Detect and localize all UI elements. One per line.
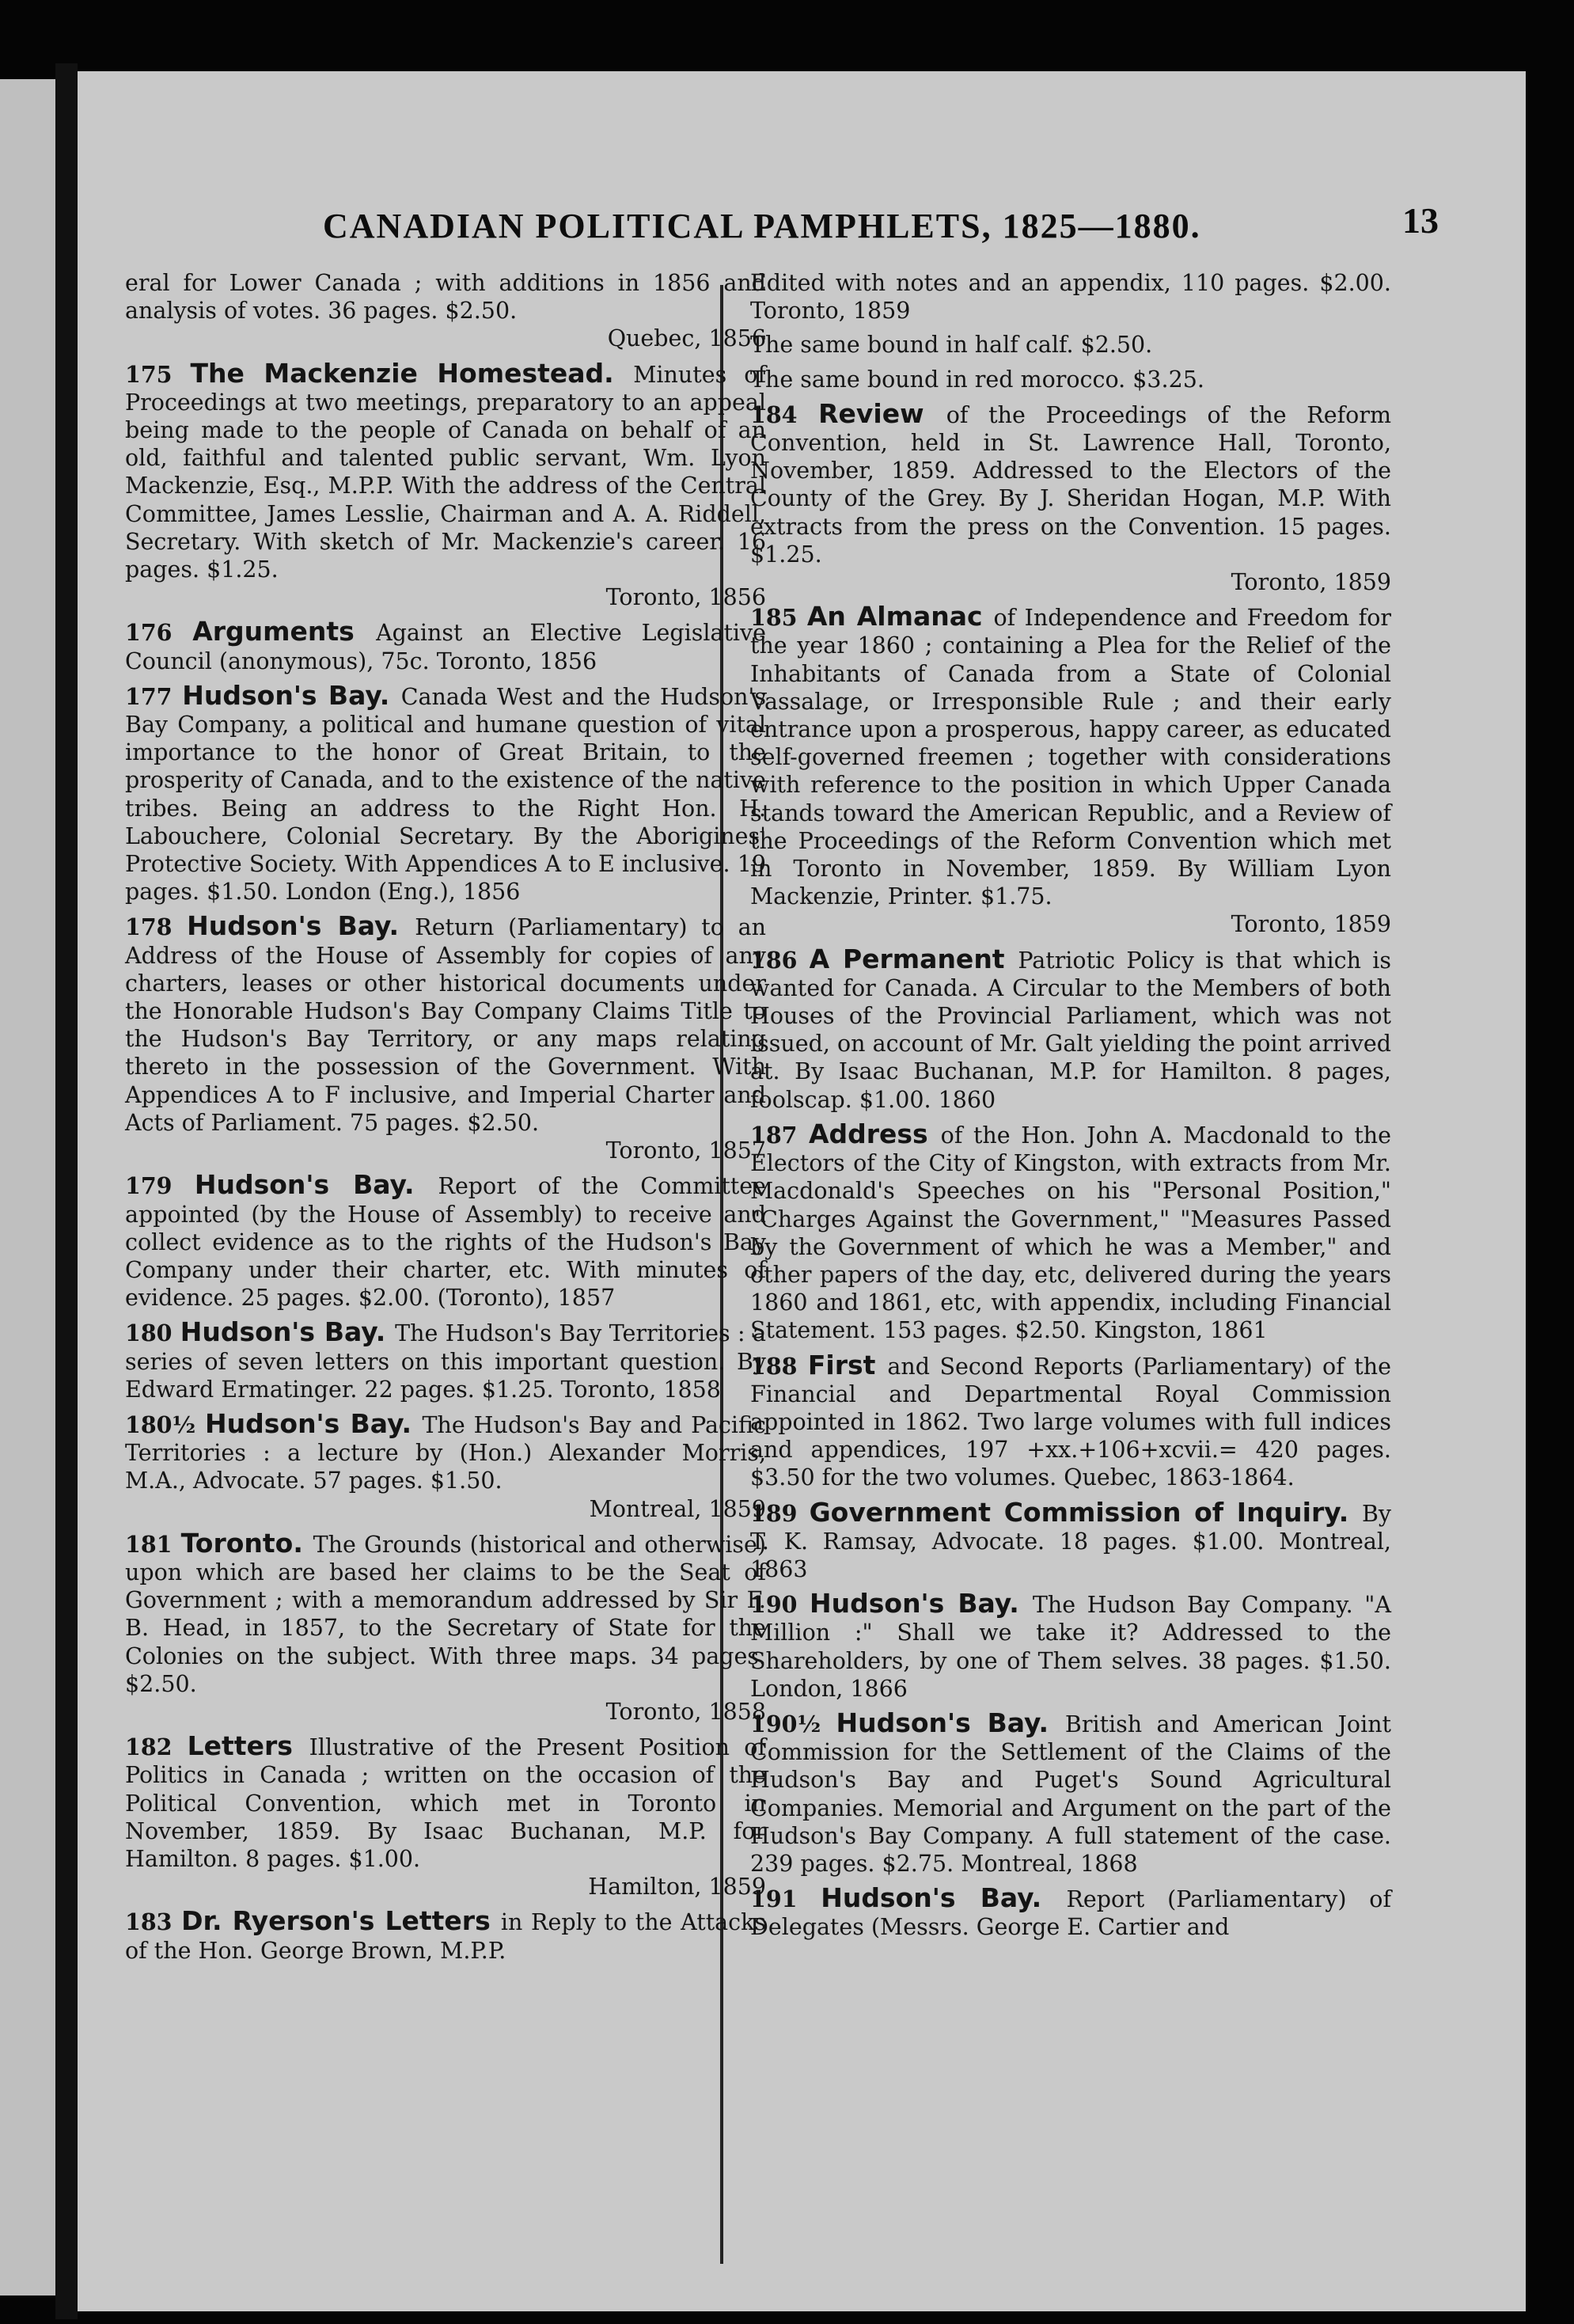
catalog-entry xyxy=(750,269,1391,325)
catalog-entry xyxy=(125,617,766,674)
entry-number: 185 xyxy=(750,604,807,632)
catalog-entry xyxy=(750,1589,1391,1703)
page-number: 13 xyxy=(1402,200,1439,241)
entry-number: 190 xyxy=(750,1591,810,1619)
entry-heading: Arguments xyxy=(192,616,377,647)
catalog-entry xyxy=(750,331,1391,359)
entry-heading: Hudson's Bay. xyxy=(182,679,401,711)
running-header xyxy=(78,200,1526,261)
entry-place-date: Hamilton, 1859 xyxy=(588,1874,766,1901)
entry-number: 175 xyxy=(125,360,191,388)
catalog-entry xyxy=(750,397,1391,596)
entry-heading: Hudson's Bay. xyxy=(194,1169,438,1201)
catalog-entry xyxy=(125,269,766,353)
entry-number: 181 xyxy=(125,1530,181,1558)
entry-body: Illustrative of the Present Position of Politics in Canada ; written on the occasion of the Political Convention, which met in Toronto in November, 1859. By Isaac Buchanan, M.P. for Hamilton. 8 pages. $1.00. xyxy=(125,1734,766,1872)
entry-heading: Address xyxy=(808,1118,941,1149)
catalog-entry xyxy=(125,1407,767,1523)
catalog-entry xyxy=(125,1732,766,1901)
entry-body: The same bound in red morocco. $3.25. xyxy=(750,366,1204,393)
adjacent-page-sliver xyxy=(0,79,55,2296)
catalog-entry xyxy=(750,945,1391,1114)
entry-heading: Hudson's Bay. xyxy=(810,1588,1033,1620)
entry-place-date: Montreal, 1859 xyxy=(589,1495,766,1522)
entry-body: and Second Reports (Parliamentary) of the Financial and Departmental Royal Commission appointed in 1862. Two large volumes with full indices and appendices, 197 +xx.+106+xcvii.= 420 pages. $3.50 for the two volumes. Quebec, 1863-1864. xyxy=(750,1353,1391,1491)
catalog-entry xyxy=(125,1318,766,1403)
entry-number: 178 xyxy=(125,913,188,941)
entry-body: Report of the Committee appointed (by the House of Assembly) to receive and collect evidence as to the rights of the Hudson's Bay Company under their charter, etc. With minutes of evidence. 25 pages. $2.00. (Toronto), 1857 xyxy=(125,1173,766,1312)
entry-place-date: Toronto, 1859 xyxy=(1231,569,1391,596)
entry-number: 190½ xyxy=(750,1710,836,1737)
entry-place-date: Toronto, 1859 xyxy=(1231,911,1391,938)
entry-body: The Hudson Bay Company. "A Million :" Shall we take it? Addressed to the Shareholders, by one of Them selves. 38 pages. $1.50. London, 1866 xyxy=(750,1592,1391,1702)
entry-place-date: Toronto, 1858 xyxy=(605,1698,766,1725)
left-column xyxy=(125,269,766,1971)
entry-heading: A Permanent xyxy=(809,943,1018,974)
entry-heading: Government Commission of Inquiry. xyxy=(809,1496,1362,1528)
entry-body: Against an Elective Legislative Council (anonymous), 75c. Toronto, 1856 xyxy=(125,620,766,674)
catalog-entry xyxy=(750,1120,1391,1345)
entry-body: of the Proceedings of the Reform Convention, held in St. Lawrence Hall, Toronto, November, 1859. Addressed to the Electors of the County of the Grey. By J. Sheridan Hogan, M.P. With extracts from the press on the Convention. 15 pages. $1.25. xyxy=(750,401,1391,568)
entry-body: British and American Joint Commission for the Settlement of the Claims of the Hudson's Bay and Puget's Sound Agricultural Companies. Memorial and Argument on the part of the Hudson's Bay Company. A full statement of the case. 239 pages. $2.75. Montreal, 1868 xyxy=(750,1711,1392,1877)
entry-body: in Reply to the Attacks of the Hon. George Brown, M.P.P. xyxy=(125,1909,766,1964)
entry-body: of Independence and Freedom for the year 1860 ; containing a Plea for the Relief of the Inhabitants of Canada from a State of Colonial Vassalage, or Irresponsible Rule ; and their early entrance upon a prosperous, happy career, as educated self-governed freemen ; together with considerations with reference to the position in which Upper Canada stands toward the American Republic, and a Review of the Proceedings of the Reform Convention which met in Toronto in November, 1859. By William Lyon Mackenzie, Printer. $1.75. xyxy=(750,605,1392,910)
entry-heading: Letters xyxy=(187,1730,309,1762)
entry-number: 184 xyxy=(750,401,819,428)
entry-body: Edited with notes and an appendix, 110 pages. $2.00. Toronto, 1859 xyxy=(750,270,1391,325)
entry-body: Return (Parliamentary) to an Address of the House of Assembly for copies of any charters, leases or other historical documents under the Honorable Hudson's Bay Company Claims Title to the Hudson's Bay Territory, or any maps relating thereto in the possession of the Government. With Appendices A to F inclusive, and Imperial Charter and Acts of Parliament. 75 pages. $2.50. xyxy=(125,914,766,1136)
catalog-entry xyxy=(750,1351,1391,1492)
entry-body: The Hudson's Bay and Pacific Territories : a lecture by (Hon.) Alexander Morris, M.A., Advocate. 57 pages. $1.50. xyxy=(125,1411,767,1494)
catalog-entry xyxy=(750,1884,1391,1941)
entry-heading: An Almanac xyxy=(806,601,994,632)
catalog-entry xyxy=(750,1498,1391,1584)
entry-number: 187 xyxy=(750,1121,809,1149)
entry-body: of the Hon. John A. Macdonald to the Electors of the City of Kingston, with extracts from Mr. Macdonald's Speeches on his "Personal Position," "Charges Against the Government," "Measures Passed by the Government of which he was a Member," and other papers of the day, etc, delivered during the years 1860 and 1861, etc, with appendix, including Financial Statement. 153 pages. $2.50. Kingston, 1861 xyxy=(750,1122,1391,1344)
entry-heading: First xyxy=(807,1349,888,1380)
entry-number: 188 xyxy=(750,1352,808,1380)
entry-heading: Review xyxy=(818,397,946,429)
entry-heading: Dr. Ryerson's Letters xyxy=(181,1905,501,1937)
catalog-entry xyxy=(750,602,1391,938)
entry-body: The same bound in half calf. $2.50. xyxy=(750,332,1153,359)
entry-body: Report (Parliamentary) of Delegates (Messrs. George E. Cartier and xyxy=(750,1886,1392,1941)
entry-body: The Grounds (historical and otherwise) upon which are based her claims to be the Seat of Government ; with a memorandum addressed by Sir F. B. Head, in 1857, to the Secretary of State for the Colonies on the subject. With three maps. 34 pages. $2.50. xyxy=(125,1531,766,1697)
entry-body: eral for Lower Canada ; with additions in 1856 and analysis of votes. 36 pages. $2.50. xyxy=(125,270,766,325)
catalog-entry xyxy=(125,1529,766,1726)
catalog-entry xyxy=(125,679,766,906)
entry-number: 182 xyxy=(125,1734,188,1761)
entry-body: The Hudson's Bay Territories : a series of seven letters on this important question. By Edward Ermatinger. 22 pages. $1.25. Toronto, 1858 xyxy=(125,1320,766,1403)
entry-body: Canada West and the Hudson's Bay Company, a political and humane question of vital importance to the honor of Great Britain, to the prosperity of Canada, and to the existence of the native tribes. Being an address to the Right Hon. H. Labouchere, Colonial Secretary. By the Aborigines' Protective Society. With Appendices A to E inclusive. 19 pages. $1.50. London (Eng.), 1856 xyxy=(125,683,766,906)
entry-body: Minutes of Proceedings at two meetings, preparatory to an appeal being made to the people of Canada on behalf of an old, faithful and talented public servant, Wm. Lyon Mackenzie, Esq., M.P.P. With the address of the Central Committee, James Lesslie, Chairman and A. A. Riddell, Secretary. With sketch of Mr. Mackenzie's career. 16 pages. $1.25. xyxy=(125,361,767,583)
entry-number: 180½ xyxy=(125,1411,206,1438)
entry-number: 183 xyxy=(125,1908,182,1936)
entry-heading: Hudson's Bay. xyxy=(205,1407,423,1439)
entry-number: 177 xyxy=(125,682,183,710)
entry-number: 180 xyxy=(125,1320,180,1347)
catalog-entry xyxy=(125,1171,766,1312)
entry-body: Patriotic Policy is that which is wanted for Canada. A Circular to the Members of both Houses of the Provincial Parliament, which was not issued, on account of Mr. Galt yielding the point arrived at. By Isaac Buchanan, M.P. for Hamilton. 8 pages, foolscap. $1.00. 1860 xyxy=(750,947,1392,1113)
entry-heading: Hudson's Bay. xyxy=(187,910,415,942)
entry-place-date: Toronto, 1857 xyxy=(605,1137,766,1164)
entry-number: 176 xyxy=(125,619,193,647)
entry-place-date: Toronto, 1856 xyxy=(605,584,766,611)
entry-number: 186 xyxy=(750,946,810,974)
page-gutter xyxy=(55,63,78,2319)
entry-heading: Hudson's Bay. xyxy=(836,1707,1065,1738)
catalog-entry xyxy=(125,359,766,612)
entry-heading: Hudson's Bay. xyxy=(821,1882,1067,1914)
right-column xyxy=(750,269,1391,1948)
entry-body: By T. K. Ramsay, Advocate. 18 pages. $1.00. Montreal, 1863 xyxy=(750,1500,1391,1582)
entry-heading: The Mackenzie Homestead. xyxy=(190,357,634,389)
catalog-entry xyxy=(750,1709,1391,1878)
catalog-entry xyxy=(125,1907,766,1964)
entry-place-date: Quebec, 1856 xyxy=(607,325,766,352)
page-title: CANADIAN POLITICAL PAMPHLETS, 1825—1880. xyxy=(323,207,1201,245)
entry-number: 189 xyxy=(750,1499,810,1527)
entry-number: 191 xyxy=(750,1885,821,1913)
document-page xyxy=(78,71,1526,2311)
entry-number: 179 xyxy=(125,1172,195,1200)
catalog-entry xyxy=(125,912,766,1164)
entry-heading: Hudson's Bay. xyxy=(180,1316,396,1348)
catalog-entry xyxy=(750,366,1391,393)
entry-heading: Toronto. xyxy=(180,1527,313,1559)
